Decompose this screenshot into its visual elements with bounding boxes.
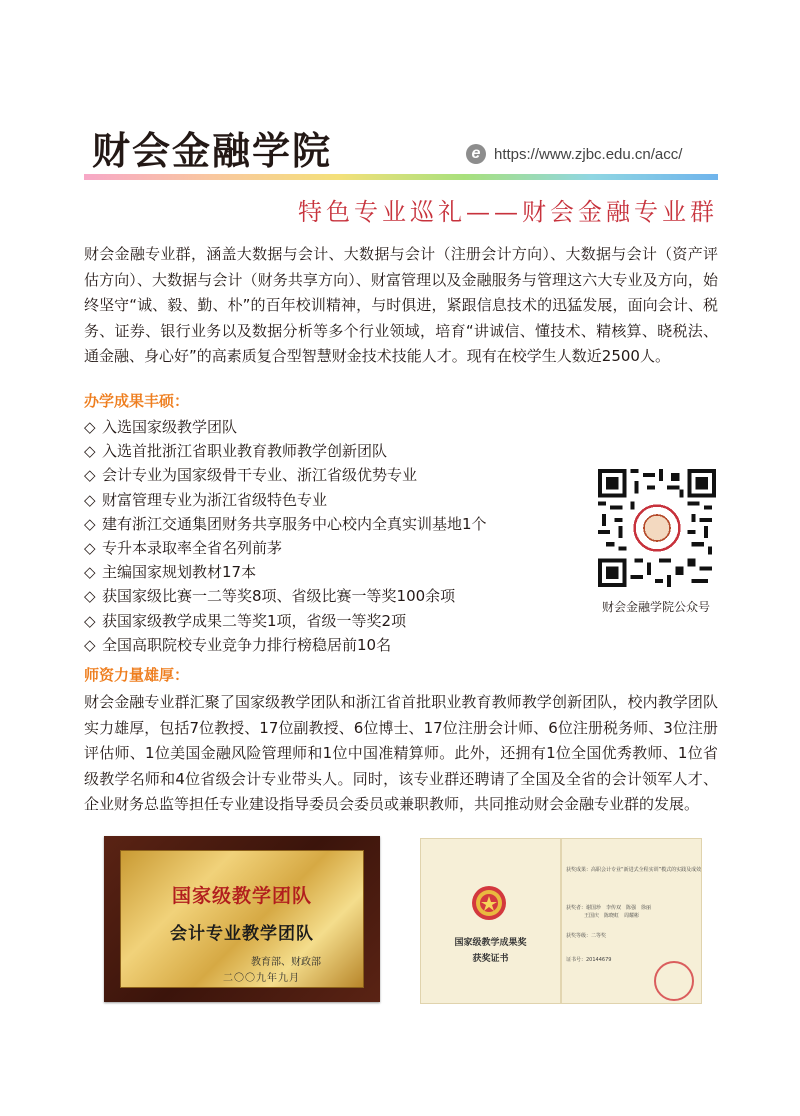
header-divider: [84, 174, 718, 180]
certificate-right-page: [562, 839, 701, 1003]
diamond-bullet-icon: ◇: [84, 418, 96, 436]
diamond-bullet-icon: ◇: [84, 490, 96, 509]
diamond-bullet-icon: ◇: [84, 442, 96, 461]
award-winners: 获奖者：谢国珍 李传双 陈强 徐丽: [566, 905, 652, 911]
plaque-title: 国家级教学团队: [171, 885, 312, 907]
national-emblem-icon: [469, 883, 509, 923]
award-plaque-image: [104, 836, 380, 1002]
diamond-bullet-icon: ◇: [84, 635, 96, 654]
diamond-bullet-icon: ◇: [84, 563, 96, 582]
diamond-bullet-icon: ◇: [84, 587, 96, 606]
intro-paragraph: 财会金融专业群，涵盖大数据与会计、大数据与会计（注册会计方向）、大数据与会计（资产评估方向）、大数据与会计（财务共享方向）、财富管理以及金融服务与管理这六大专业及方向，始终坚守“诚、毅、勤、朴”的百年校训精神，与时俱进，紧跟信息技术的迅猛发展，面向会计、税务、证券、银行业务以及数据分析等多个行业领域，培育“讲诚信、懂技术、精核算、晓税法、通金融、身心好”的高素质复合型智慧财金技术技能人才。现有在校学生人数近2500人。: [84, 245, 718, 365]
website-url[interactable]: https://www.zjbc.edu.cn/acc/: [494, 145, 683, 163]
browser-e-icon: e: [466, 144, 486, 164]
diamond-bullet-icon: ◇: [84, 466, 96, 485]
achievements-heading: 办学成果丰硕：: [84, 392, 190, 410]
certificate-number: 证书号：20144679: [566, 957, 612, 963]
qr-code-icon[interactable]: [598, 469, 716, 587]
list-item: ◇ 建有浙江交通集团财务共享服务中心校内全真实训基地1个: [84, 512, 487, 536]
plaque-team-name: 会计专业教学团队: [170, 924, 314, 944]
list-item: ◇ 入选首批浙江省职业教育教师教学创新团队: [84, 439, 487, 463]
achievements-list: [84, 415, 487, 657]
qr-caption: 财会金融学院公众号: [602, 600, 711, 614]
diamond-bullet-icon: ◇: [84, 539, 96, 558]
award-level: 获奖等级：二等奖: [566, 933, 607, 939]
list-item: ◇ 专升本录取率全省名列前茅: [84, 536, 487, 560]
website-link[interactable]: [466, 144, 682, 164]
list-item: ◇ 全国高职院校专业竞争力排行榜稳居前10名: [84, 633, 487, 657]
diamond-bullet-icon: ◇: [84, 611, 96, 630]
staff-paragraph: 财会金融专业群汇聚了国家级教学团队和浙江省首批职业教育教师教学创新团队，校内教学团队实力雄厚，包括7位教授、17位副教授、6位博士、17位注册会计师、6位注册税务师、3位注册评估师、1位美国金融风险管理师和1位中国准精算师。此外，还拥有1位全国优秀教师、1位省级教学名师和4位省级会计专业带头人。同时，该专业群还聘请了全国及全省的会计领军人才、企业财务总监等担任专业建设指导委员会委员或兼职教师，共同推动财会金融专业群的发展。: [84, 693, 718, 813]
list-item: ◇ 财富管理专业为浙江省级特色专业: [84, 488, 487, 512]
page-subtitle: 特色专业巡礼——财会金融专业群: [298, 198, 718, 226]
list-item: ◇ 主编国家规划教材17本: [84, 560, 487, 584]
award-certificate-image: [420, 838, 702, 1004]
plaque-gold-panel: [120, 850, 364, 988]
list-item: ◇ 入选国家级教学团队: [84, 415, 487, 439]
staff-heading: 师资力量雄厚：: [84, 666, 190, 684]
page-title: 财会金融学院: [92, 129, 333, 173]
award-winners-line2: 王国庆 陈晓虹 周耀彬: [584, 913, 640, 919]
certificate-left-page: [421, 839, 560, 1003]
certificate-title: 国家级教学成果奖: [454, 938, 527, 948]
plaque-date: 二〇〇九年九月: [223, 973, 300, 984]
list-item: ◇ 获国家级教学成果二等奖1项，省级一等奖2项: [84, 609, 487, 633]
official-seal-icon: [654, 961, 694, 1001]
certificate-subtitle: 获奖证书: [472, 954, 509, 964]
plaque-issuer: 教育部、财政部: [251, 957, 321, 968]
diamond-bullet-icon: ◇: [84, 514, 96, 533]
award-project: 获奖成果：高职会计专业“新进式全程实训”模式的实践及成效: [566, 867, 702, 873]
list-item: ◇ 会计专业为国家级骨干专业、浙江省级优势专业: [84, 463, 487, 487]
list-item: ◇ 获国家级比赛一二等奖8项、省级比赛一等奖100余项: [84, 584, 487, 608]
